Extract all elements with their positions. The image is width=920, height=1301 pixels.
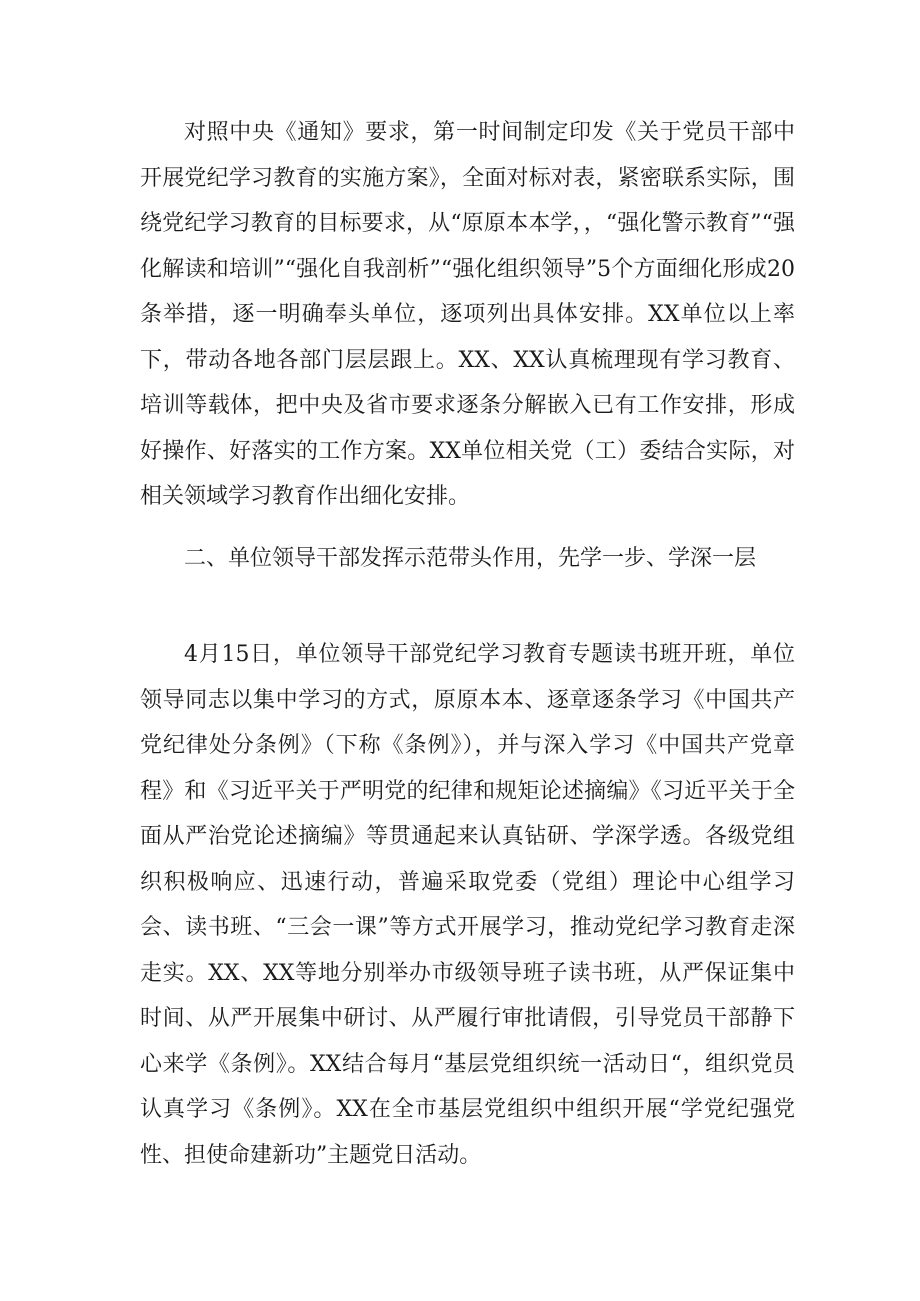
section-heading-2: 二、单位领导干部发挥示范带头作用，先学一步、学深一层 (184, 546, 757, 571)
paragraph-implementation-plan: 对照中央《通知》要求，第一时间制定印发《关于党员干部中开展党纪学习教育的实施方案》，全面对标对表，紧密联系实际，围绕党纪学习教育的目标要求，从“原原本本学，，“强化警示教育”“强化解读和培训”“强化自我剖析”“强化组织领导”5个方面细化形成20条举措，逐一明确奉头单位，逐项列出具体安排。XX单位以上率下，带动各地各部门层层跟上。XX、XX认真梳理现有学习教育、培训等载体，把中央及省市要求逐条分解嵌入已有工作安排，形成好操作、好落实的工作方案。XX单位相关党（工）委结合实际，对相关领域学习教育作出细化安排。 (140, 120, 795, 509)
paragraph-reading-class: 4月15日，单位领导干部党纪学习教育专题读书班开班，单位领导同志以集中学习的方式，原原本本、逐章逐条学习《中国共产党纪律处分条例》（下称《条例》），并与深入学习《中国共产党章程》和《习近平关于严明党的纪律和规矩论述摘编》《习近平关于全面从严治党论述摘编》等贯通起来认真钻研、学深学透。各级党组织积极响应、迅速行动，普遍采取党委（党组）理论中心组学习会、读书班、“三会一课”等方式开展学习，推动党纪学习教育走深走实。XX、XX等地分别举办市级领导班子读书班，从严保证集中时间、从严开展集中研讨、从严履行审批请假，引导党员干部静下心来学《条例》。XX结合每月“基层党组织统一活动日“，组织党员认真学习《条例》。XX在全市基层党组织中组织开展“学党纪强党性、担使命建新功”主题党日活动。 (140, 642, 795, 1168)
